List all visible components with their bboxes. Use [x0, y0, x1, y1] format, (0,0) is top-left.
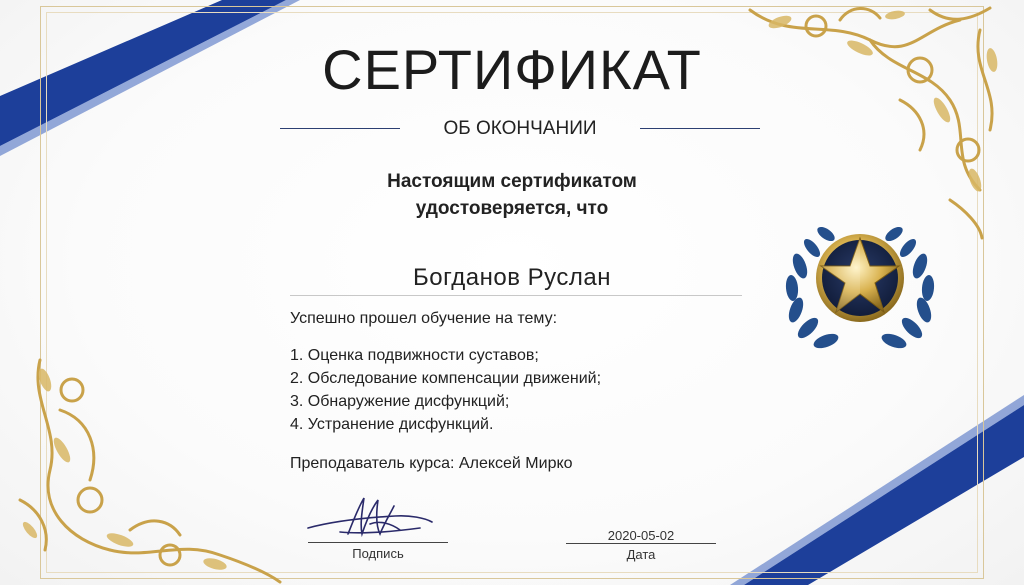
subtitle-rule-right [640, 128, 760, 129]
topic-item: 2. Обследование компенсации движений; [290, 370, 602, 387]
certificate-subtitle: ОБ ОКОНЧАНИИ [443, 118, 597, 139]
statement-line-1: Настоящим сертификатом [387, 171, 637, 192]
star-medal-icon [778, 208, 942, 354]
course-intro: Успешно прошел обучение на тему: [290, 310, 558, 327]
gold-ornament-top-right [720, 0, 1024, 240]
handwritten-signature [300, 494, 440, 542]
course-teacher: Преподаватель курса: Алексей Мирко [290, 455, 573, 472]
subtitle-row [280, 116, 760, 140]
recipient-name-underline [290, 295, 742, 296]
topic-item: 3. Обнаружение дисфункций; [290, 393, 510, 410]
ribbon-top-left [0, 0, 300, 220]
signature-label: Подпись [352, 546, 404, 561]
statement [300, 168, 724, 222]
ribbon-bottom-right [724, 365, 1024, 585]
statement-line-2: удостоверяется, что [415, 198, 609, 219]
signature-line [308, 542, 448, 543]
date-label: Дата [626, 547, 656, 562]
topic-item: 4. Устранение дисфункций. [290, 416, 494, 433]
topic-item: 1. Оценка подвижности суставов; [290, 347, 539, 364]
date-value: 2020-05-02 [607, 528, 675, 543]
date-line [566, 543, 716, 544]
certificate-title: СЕРТИФИКАТ [322, 38, 702, 101]
topics-list [290, 344, 601, 436]
gold-ornament-bottom-left [0, 350, 300, 585]
recipient-name: Богданов Руслан [413, 264, 611, 291]
